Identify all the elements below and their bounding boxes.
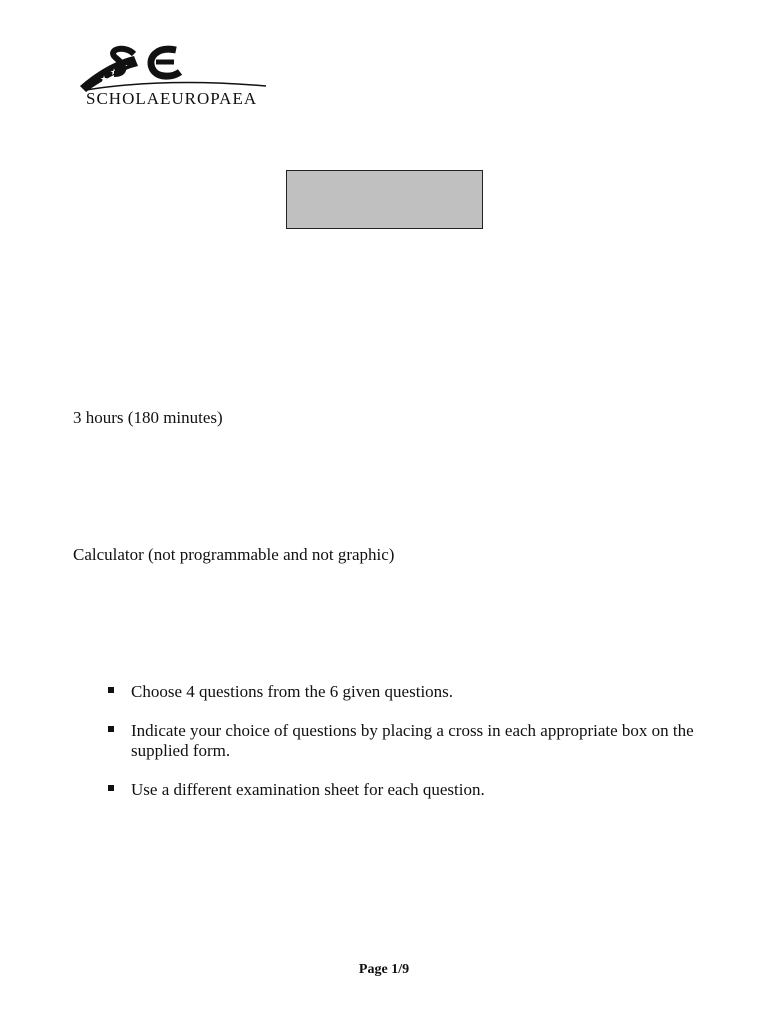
page-number: Page 1/9 (358, 962, 410, 977)
svg-text:★: ★ (120, 61, 129, 71)
instruction-item (108, 780, 708, 800)
logo-graphic (76, 42, 270, 108)
instruction-text: Indicate your choice of questions by placing a cross in each appropriate box on the supplied form. (131, 721, 694, 760)
candidate-code-box (286, 170, 483, 229)
square-bullet-icon (108, 726, 114, 732)
square-bullet-icon (108, 785, 114, 791)
exam-duration: 3 hours (180 minutes) (73, 408, 223, 427)
instructions-list (108, 682, 708, 819)
authorised-material: Calculator (not programmable and not graphic) (73, 545, 395, 564)
instruction-text: Use a different examination sheet for each question. (131, 780, 485, 799)
logo-wordmark: SCHOLAEUROPAEA (86, 89, 258, 108)
schola-europaea-logo (76, 42, 270, 108)
svg-text:★: ★ (100, 74, 109, 84)
instruction-text: Choose 4 questions from the 6 given questions. (131, 682, 454, 701)
instruction-item (108, 682, 708, 702)
svg-text:★: ★ (110, 67, 119, 77)
instruction-item (108, 721, 708, 761)
square-bullet-icon (108, 687, 114, 693)
